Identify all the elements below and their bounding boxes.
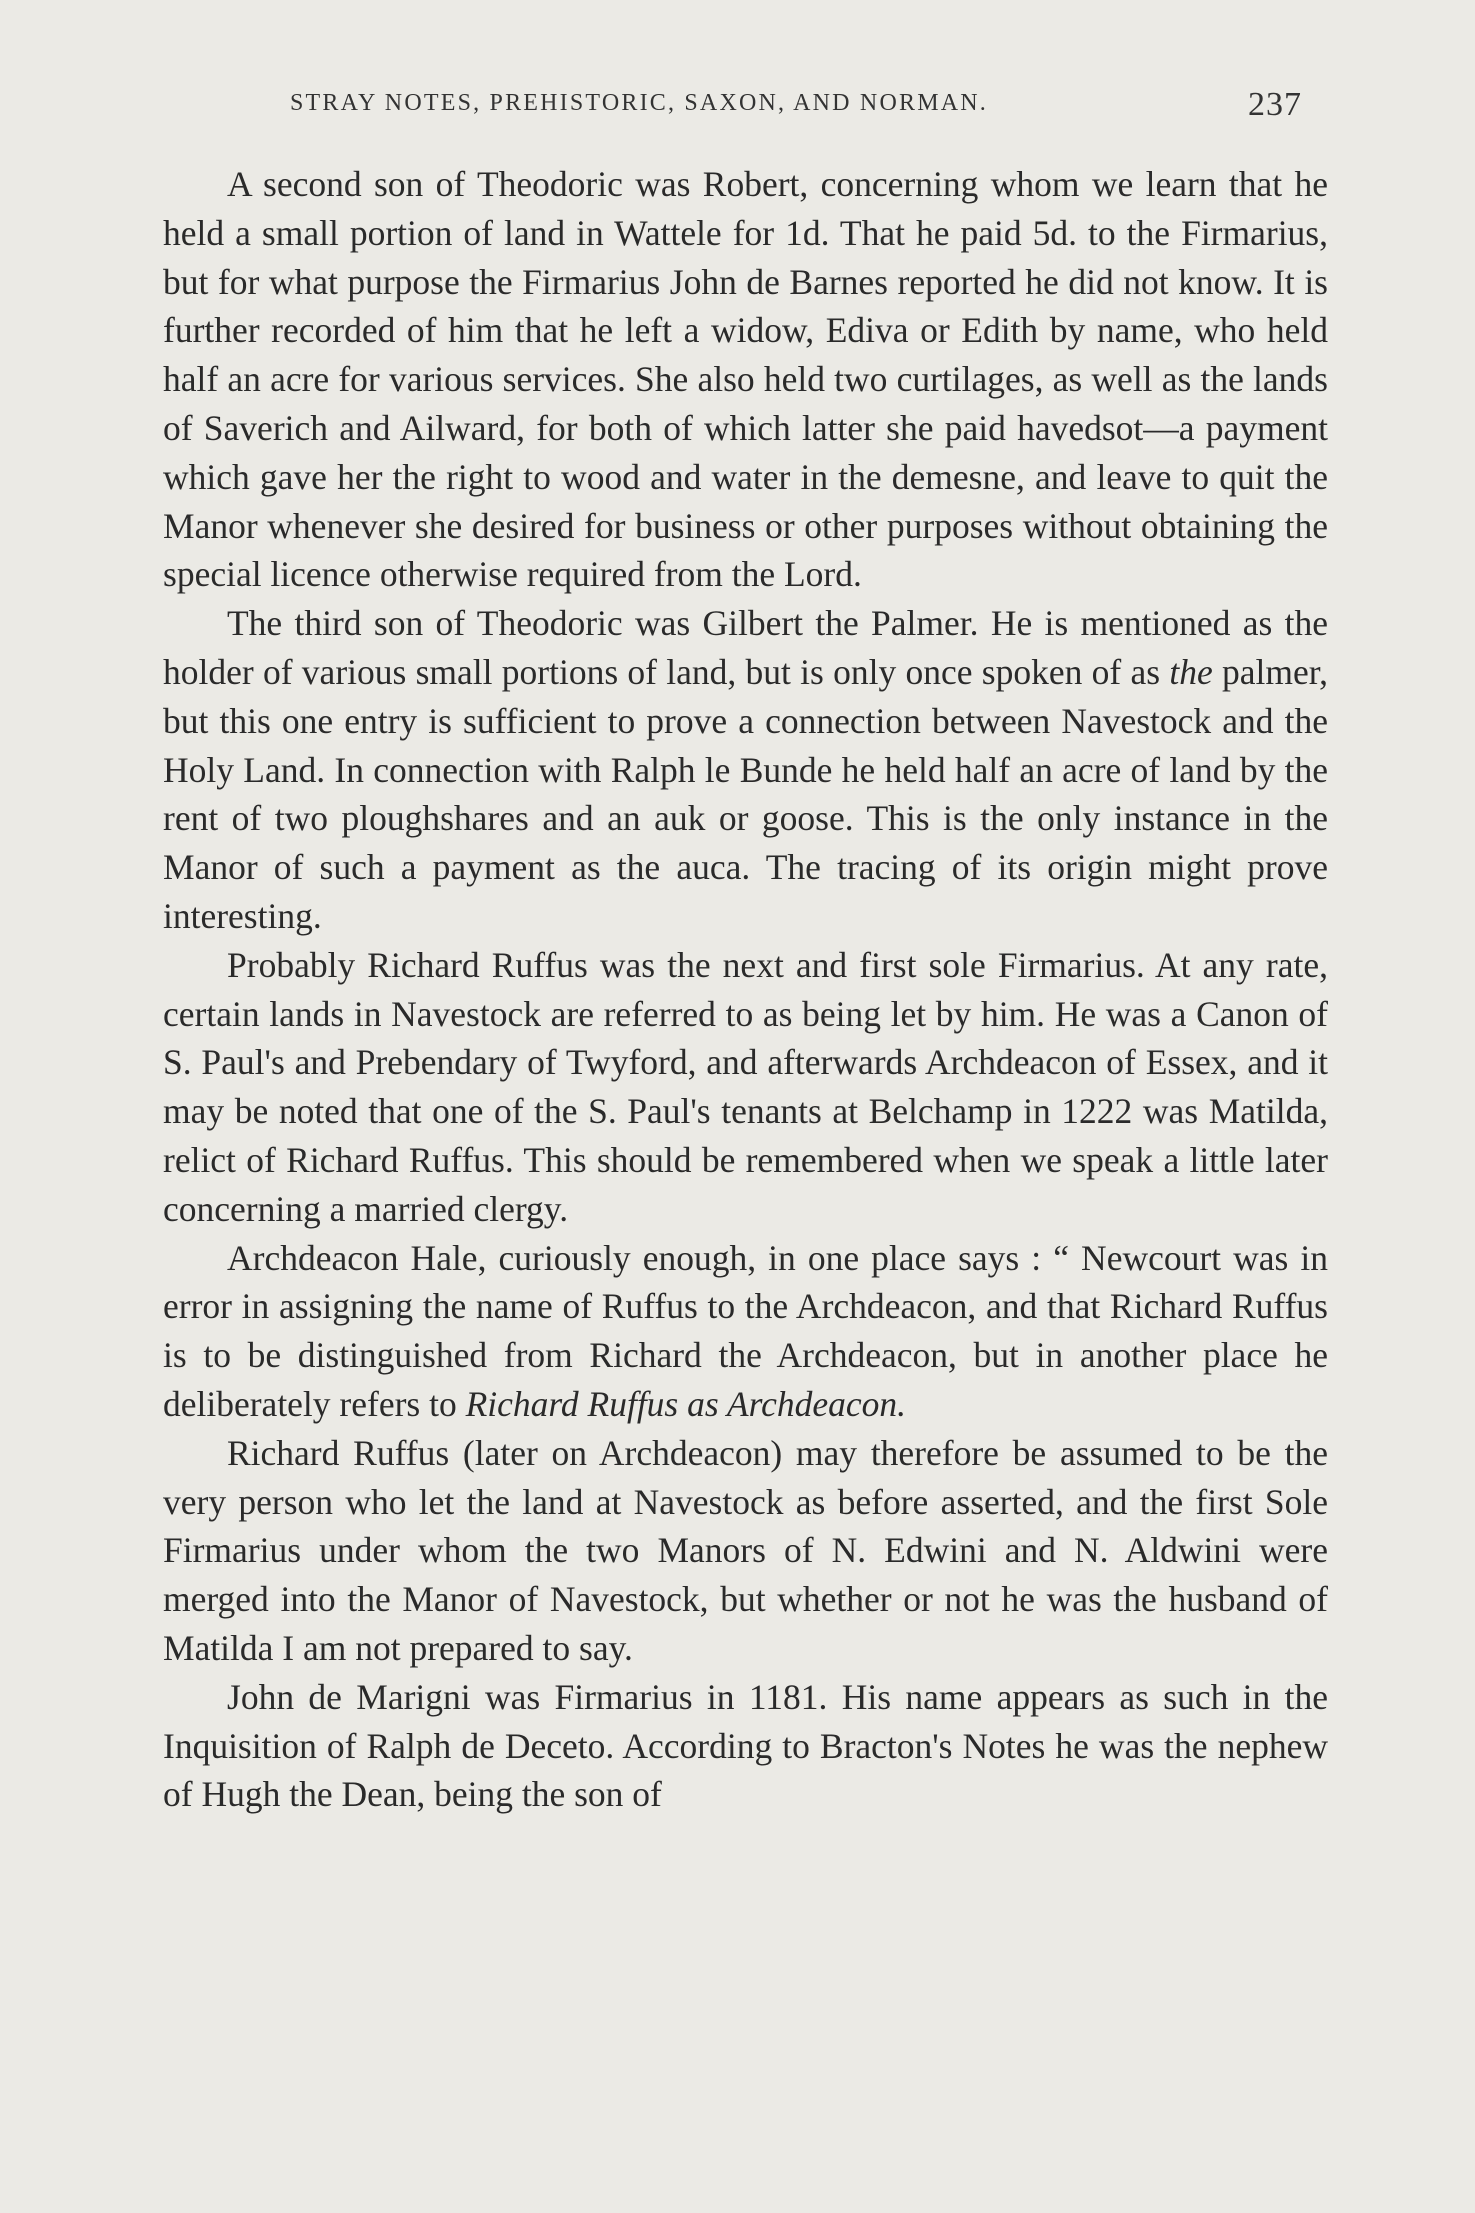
paragraph-sole-firmarius: Richard Ruffus (later on Archdeacon) may therefore be assumed to be the very person who let the land at Navestock as before asserted, and the first Sole Firmarius under whom the two Manors of N. Edwini and N. Aldwini were merged into the Manor of Navestock, but whether or not he was the husband of Matilda I am not prepared to say.	[163, 1432, 1328, 1668]
italic-richard-ruffus-as-archdeacon: Richard Ruffus as Archdeacon.	[465, 1383, 906, 1424]
page-number: 237	[1248, 86, 1302, 123]
paragraph-gilbert-part-1: The third son of Theodoric was Gilbert the Palmer. He is mentioned as the holder of various small portions of land, but is only once spoken of as	[163, 603, 1328, 692]
paragraph-gilbert-part-2: palmer, but this one entry is sufficient to prove a connection between Navestock and the Holy Land. In connection with Ralph le Bunde he held half an acre of land by the rent of two ploughshares and an auk or goose. This is the only instance in the Manor of such a payment as the auca. The tracing of its origin might prove interesting.	[163, 651, 1329, 936]
paragraph-robert: A second son of Theodoric was Robert, concerning whom we learn that he held a small portion of land in Wattele for 1d. That he paid 5d. to the Firmarius, but for what purpose the Firmarius John de Barnes reported he did not know. It is further recorded of him that he left a widow, Ediva or Edith by name, who held half an acre for various services. She also held two curtilages, as well as the lands of Saverich and Ailward, for both of which latter she paid havedsot—a payment which gave her the right to wood and water in the demesne, and leave to quit the Manor whenever she desired for business or other purposes without obtaining the special licence otherwise required from the Lord.	[163, 164, 1328, 595]
body-text	[163, 160, 1328, 1819]
paragraph-archdeacon-hale	[163, 1234, 1328, 1429]
paragraph-gilbert	[163, 599, 1328, 941]
running-head: STRAY NOTES, PREHISTORIC, SAXON, AND NORMAN.	[290, 90, 988, 116]
paragraph-richard-ruffus: Probably Richard Ruffus was the next and first sole Firmarius. At any rate, certain lands in Navestock are referred to as being let by him. He was a Canon of S. Paul's and Prebendary of Twyford, and afterwards Archdeacon of Essex, and it may be noted that one of the S. Paul's tenants at Belchamp in 1222 was Matilda, relict of Richard Ruffus. This should be remembered when we speak a little later concerning a married clergy.	[163, 944, 1328, 1229]
paragraph-archdeacon-hale-part-1: Archdeacon Hale, curiously enough, in one place says : “ Newcourt was in error in assigning the name of Ruffus to the Archdeacon, and that Richard Ruffus is to be distinguished from Richard the Archdeacon, but in another place he deliberately refers to	[163, 1237, 1328, 1424]
paragraph-john-de-marigni: John de Marigni was Firmarius in 1181. His name appears as such in the Inquisition of Ralph de Deceto. According to Bracton's Notes he was the nephew of Hugh the Dean, being the son of	[163, 1676, 1328, 1815]
italic-the: the	[1169, 651, 1213, 692]
